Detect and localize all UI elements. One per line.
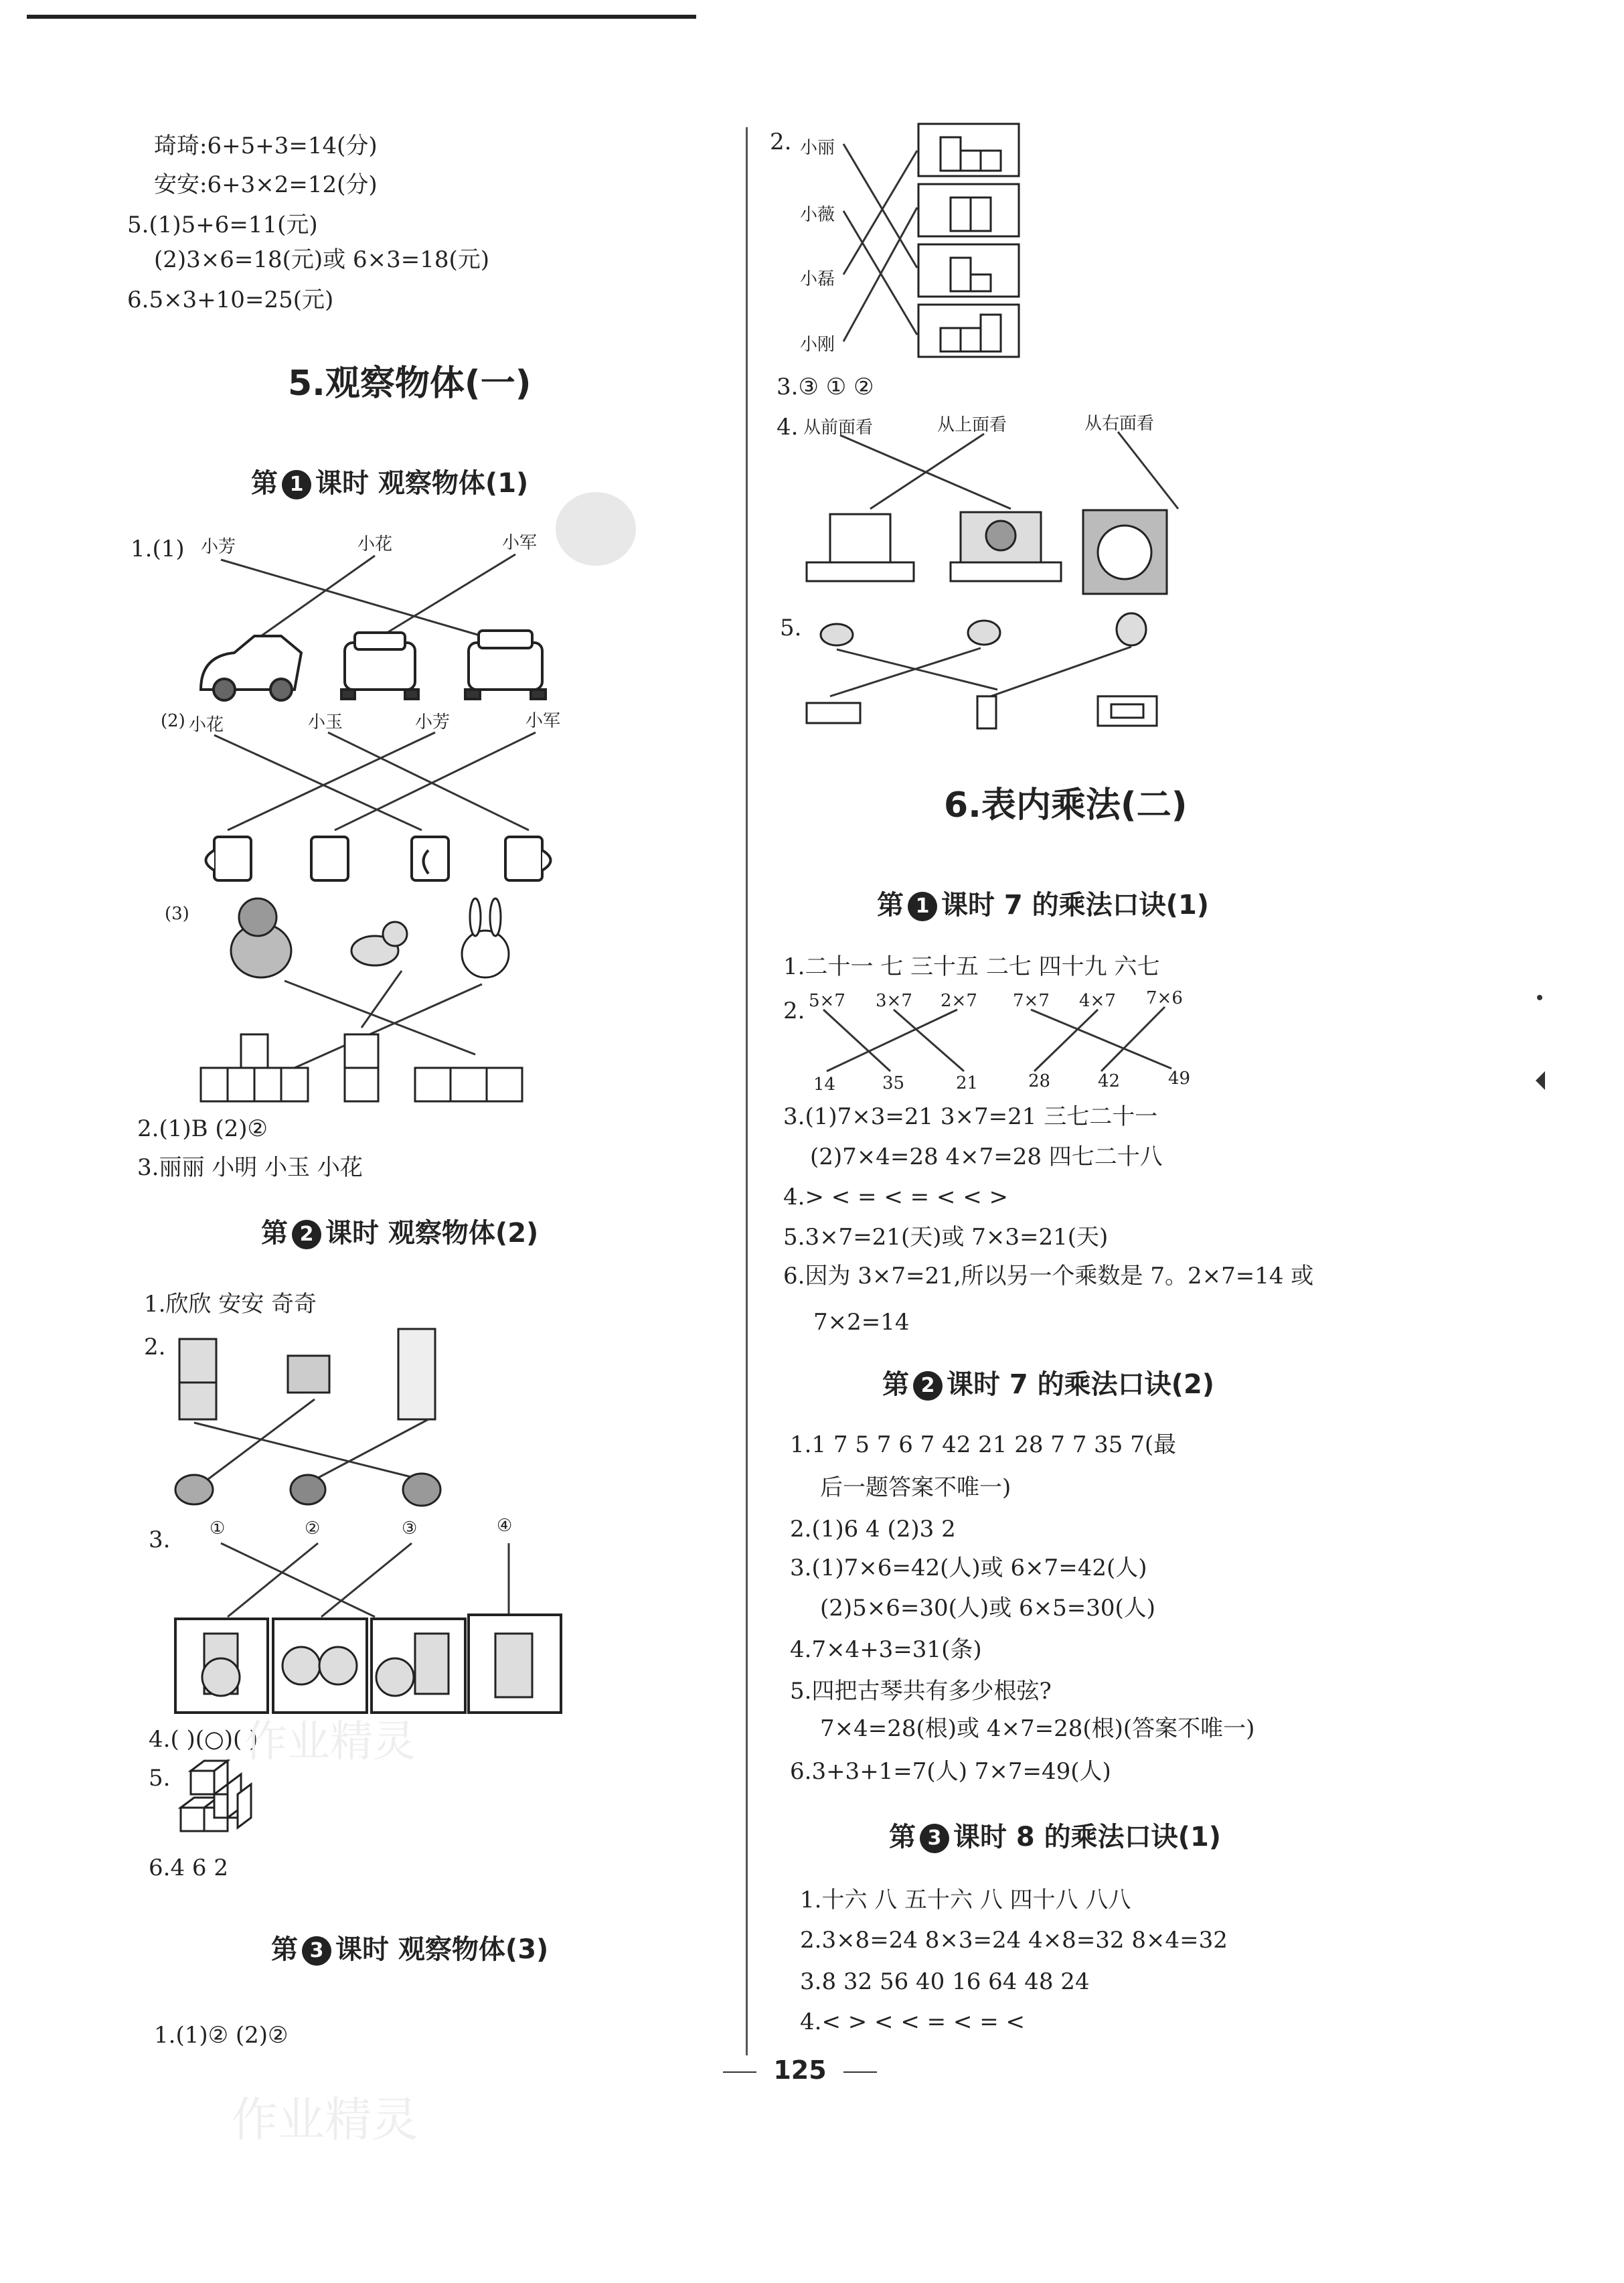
heading-prefix: 第 — [889, 1822, 916, 1853]
heading-text: 课时 观察物体(3) — [335, 1934, 549, 1965]
heading-text: 课时 7 的乘法口诀(1) — [941, 890, 1210, 921]
heading-text: 课时 观察物体(2) — [325, 1218, 539, 1249]
expression-label: 2×7 — [941, 991, 977, 1011]
question-label: (2) — [161, 711, 185, 731]
expression-label: 7×7 — [1013, 991, 1050, 1011]
answer-line: 4.7×4+3=31(条) — [790, 1636, 982, 1663]
answer-line: 3.(1)7×6=42(人)或 6×7=42(人) — [790, 1555, 1147, 1581]
heading-text: 课时 7 的乘法口诀(2) — [947, 1369, 1215, 1400]
heading-prefix: 第 — [271, 1934, 298, 1965]
answer-line: 5.3×7=21(天)或 7×3=21(天) — [783, 1224, 1109, 1251]
footer-dash-left — [723, 2071, 756, 2073]
name-label: 小玉 — [308, 712, 343, 732]
product-label: 42 — [1098, 1071, 1121, 1091]
expression-label: 7×6 — [1146, 988, 1183, 1008]
view-label: 从上面看 — [937, 415, 1007, 435]
answer-line: 3.8 32 56 40 16 64 48 24 — [800, 1968, 1090, 1995]
answer-line: 5.(1)5+6=11(元) — [127, 212, 318, 238]
name-label: 小军 — [502, 533, 538, 553]
view-label: 从右面看 — [1084, 414, 1155, 434]
answer-line: (2)5×6=30(人)或 6×5=30(人) — [820, 1595, 1156, 1622]
question-label: 1.(1) — [131, 536, 185, 562]
question-label: 3. — [149, 1526, 171, 1553]
question-label: 2. — [770, 129, 792, 155]
footer-dash-right — [843, 2071, 877, 2073]
answer-line: 1.十六 八 五十六 八 四十八 八八 — [800, 1887, 1131, 1913]
answer-line: 1.欣欣 安安 奇奇 — [144, 1291, 317, 1318]
lesson-heading — [889, 1816, 1221, 1854]
heading-prefix: 第 — [882, 1369, 909, 1400]
question-label: 5. — [780, 615, 802, 641]
answer-line: 7×2=14 — [813, 1309, 910, 1336]
figure-number: ② — [305, 1518, 321, 1539]
answer-line: 2.(1)B (2)② — [137, 1115, 268, 1142]
product-label: 49 — [1168, 1069, 1191, 1089]
name-label: 小花 — [357, 534, 393, 554]
lesson-number-badge: 3 — [920, 1824, 949, 1853]
name-label: 小花 — [189, 715, 224, 735]
heading-prefix: 第 — [251, 468, 278, 499]
answer-line: 琦琦:6+5+3=14(分) — [154, 133, 378, 159]
answer-line: (2)7×4=28 4×7=28 四七二十八 — [810, 1144, 1163, 1170]
heading-text: 课时 观察物体(1) — [315, 468, 529, 499]
answer-line: 3.③ ① ② — [777, 374, 874, 400]
expression-label: 3×7 — [876, 991, 912, 1011]
answer-line: 1.(1)② (2)② — [154, 2022, 289, 2049]
name-label: 小刚 — [800, 335, 835, 355]
answer-line: 4.( )(○)( ) — [149, 1726, 258, 1753]
product-label: 28 — [1028, 1071, 1051, 1091]
answer-line: (2)3×6=18(元)或 6×3=18(元) — [154, 246, 490, 273]
heading-prefix: 第 — [877, 890, 904, 921]
answer-line: 6.因为 3×7=21,所以另一个乘数是 7。2×7=14 或 — [783, 1263, 1314, 1289]
lesson-number-badge: 1 — [282, 470, 311, 499]
expression-label: 4×7 — [1079, 991, 1116, 1011]
question-label: 5. — [149, 1765, 171, 1792]
answer-line: 6.3+3+1=7(人) 7×7=49(人) — [790, 1758, 1111, 1785]
figure-number: ③ — [402, 1518, 418, 1539]
lesson-heading — [882, 1363, 1214, 1401]
answer-line: 4.> < = < = < < > — [783, 1184, 1008, 1210]
name-label: 小军 — [525, 711, 561, 731]
answer-line: 3.(1)7×3=21 3×7=21 三七二十一 — [783, 1103, 1158, 1130]
answer-line: 2.(1)6 4 (2)3 2 — [790, 1516, 956, 1543]
question-label: 4. — [777, 414, 799, 441]
expression-label: 5×7 — [809, 991, 845, 1011]
unit-title: 6.表内乘法(二) — [944, 785, 1188, 825]
question-label: (3) — [165, 904, 189, 924]
question-label: 2. — [783, 998, 805, 1024]
name-label: 小丽 — [800, 138, 835, 158]
product-label: 14 — [813, 1075, 836, 1095]
watermark-stamp: 作业精灵 — [244, 1717, 416, 1767]
answer-line: 4.< > < < = < = < — [800, 2009, 1025, 2035]
answer-line: 6.5×3+10=25(元) — [127, 287, 334, 313]
lesson-number-badge: 2 — [292, 1220, 321, 1249]
answer-line: 6.4 6 2 — [149, 1855, 228, 1881]
product-label: 35 — [882, 1073, 905, 1093]
lesson-number-badge: 3 — [302, 1936, 331, 1966]
question-label: 2. — [144, 1334, 166, 1360]
view-label: 从前面看 — [803, 418, 874, 438]
unit-title: 5.观察物体(一) — [288, 364, 532, 404]
answer-line: 1.1 7 5 7 6 7 42 21 28 7 7 35 7(最 — [790, 1431, 1177, 1458]
answer-line: 2.3×8=24 8×3=24 4×8=32 8×4=32 — [800, 1927, 1228, 1954]
heading-text: 课时 8 的乘法口诀(1) — [953, 1822, 1222, 1853]
watermark-stamp: 作业精灵 — [231, 2092, 418, 2147]
name-label: 小薇 — [800, 205, 835, 225]
name-label: 小芳 — [415, 712, 451, 732]
lesson-number-badge: 1 — [908, 892, 937, 921]
margin-arrow-icon — [1536, 1071, 1545, 1090]
heading-prefix: 第 — [261, 1218, 288, 1249]
answer-line: 7×4=28(根)或 4×7=28(根)(答案不唯一) — [820, 1715, 1255, 1742]
answer-line: 1.二十一 七 三十五 二七 四十九 六七 — [783, 953, 1160, 980]
margin-dot — [1537, 995, 1542, 1000]
answer-line: 安安:6+3×2=12(分) — [154, 171, 378, 198]
figure-number: ① — [210, 1518, 226, 1539]
figure-number: ④ — [497, 1516, 513, 1536]
name-label: 小磊 — [800, 269, 835, 289]
page-number: 125 — [773, 2055, 827, 2085]
product-label: 21 — [956, 1073, 979, 1093]
lesson-number-badge: 2 — [913, 1371, 943, 1401]
name-label: 小芳 — [201, 537, 236, 557]
answer-line: 5.四把古琴共有多少根弦? — [790, 1678, 1052, 1705]
answer-line: 后一题答案不唯一) — [820, 1474, 1011, 1501]
page-footer — [723, 2055, 884, 2089]
answer-line: 3.丽丽 小明 小玉 小花 — [137, 1154, 363, 1181]
